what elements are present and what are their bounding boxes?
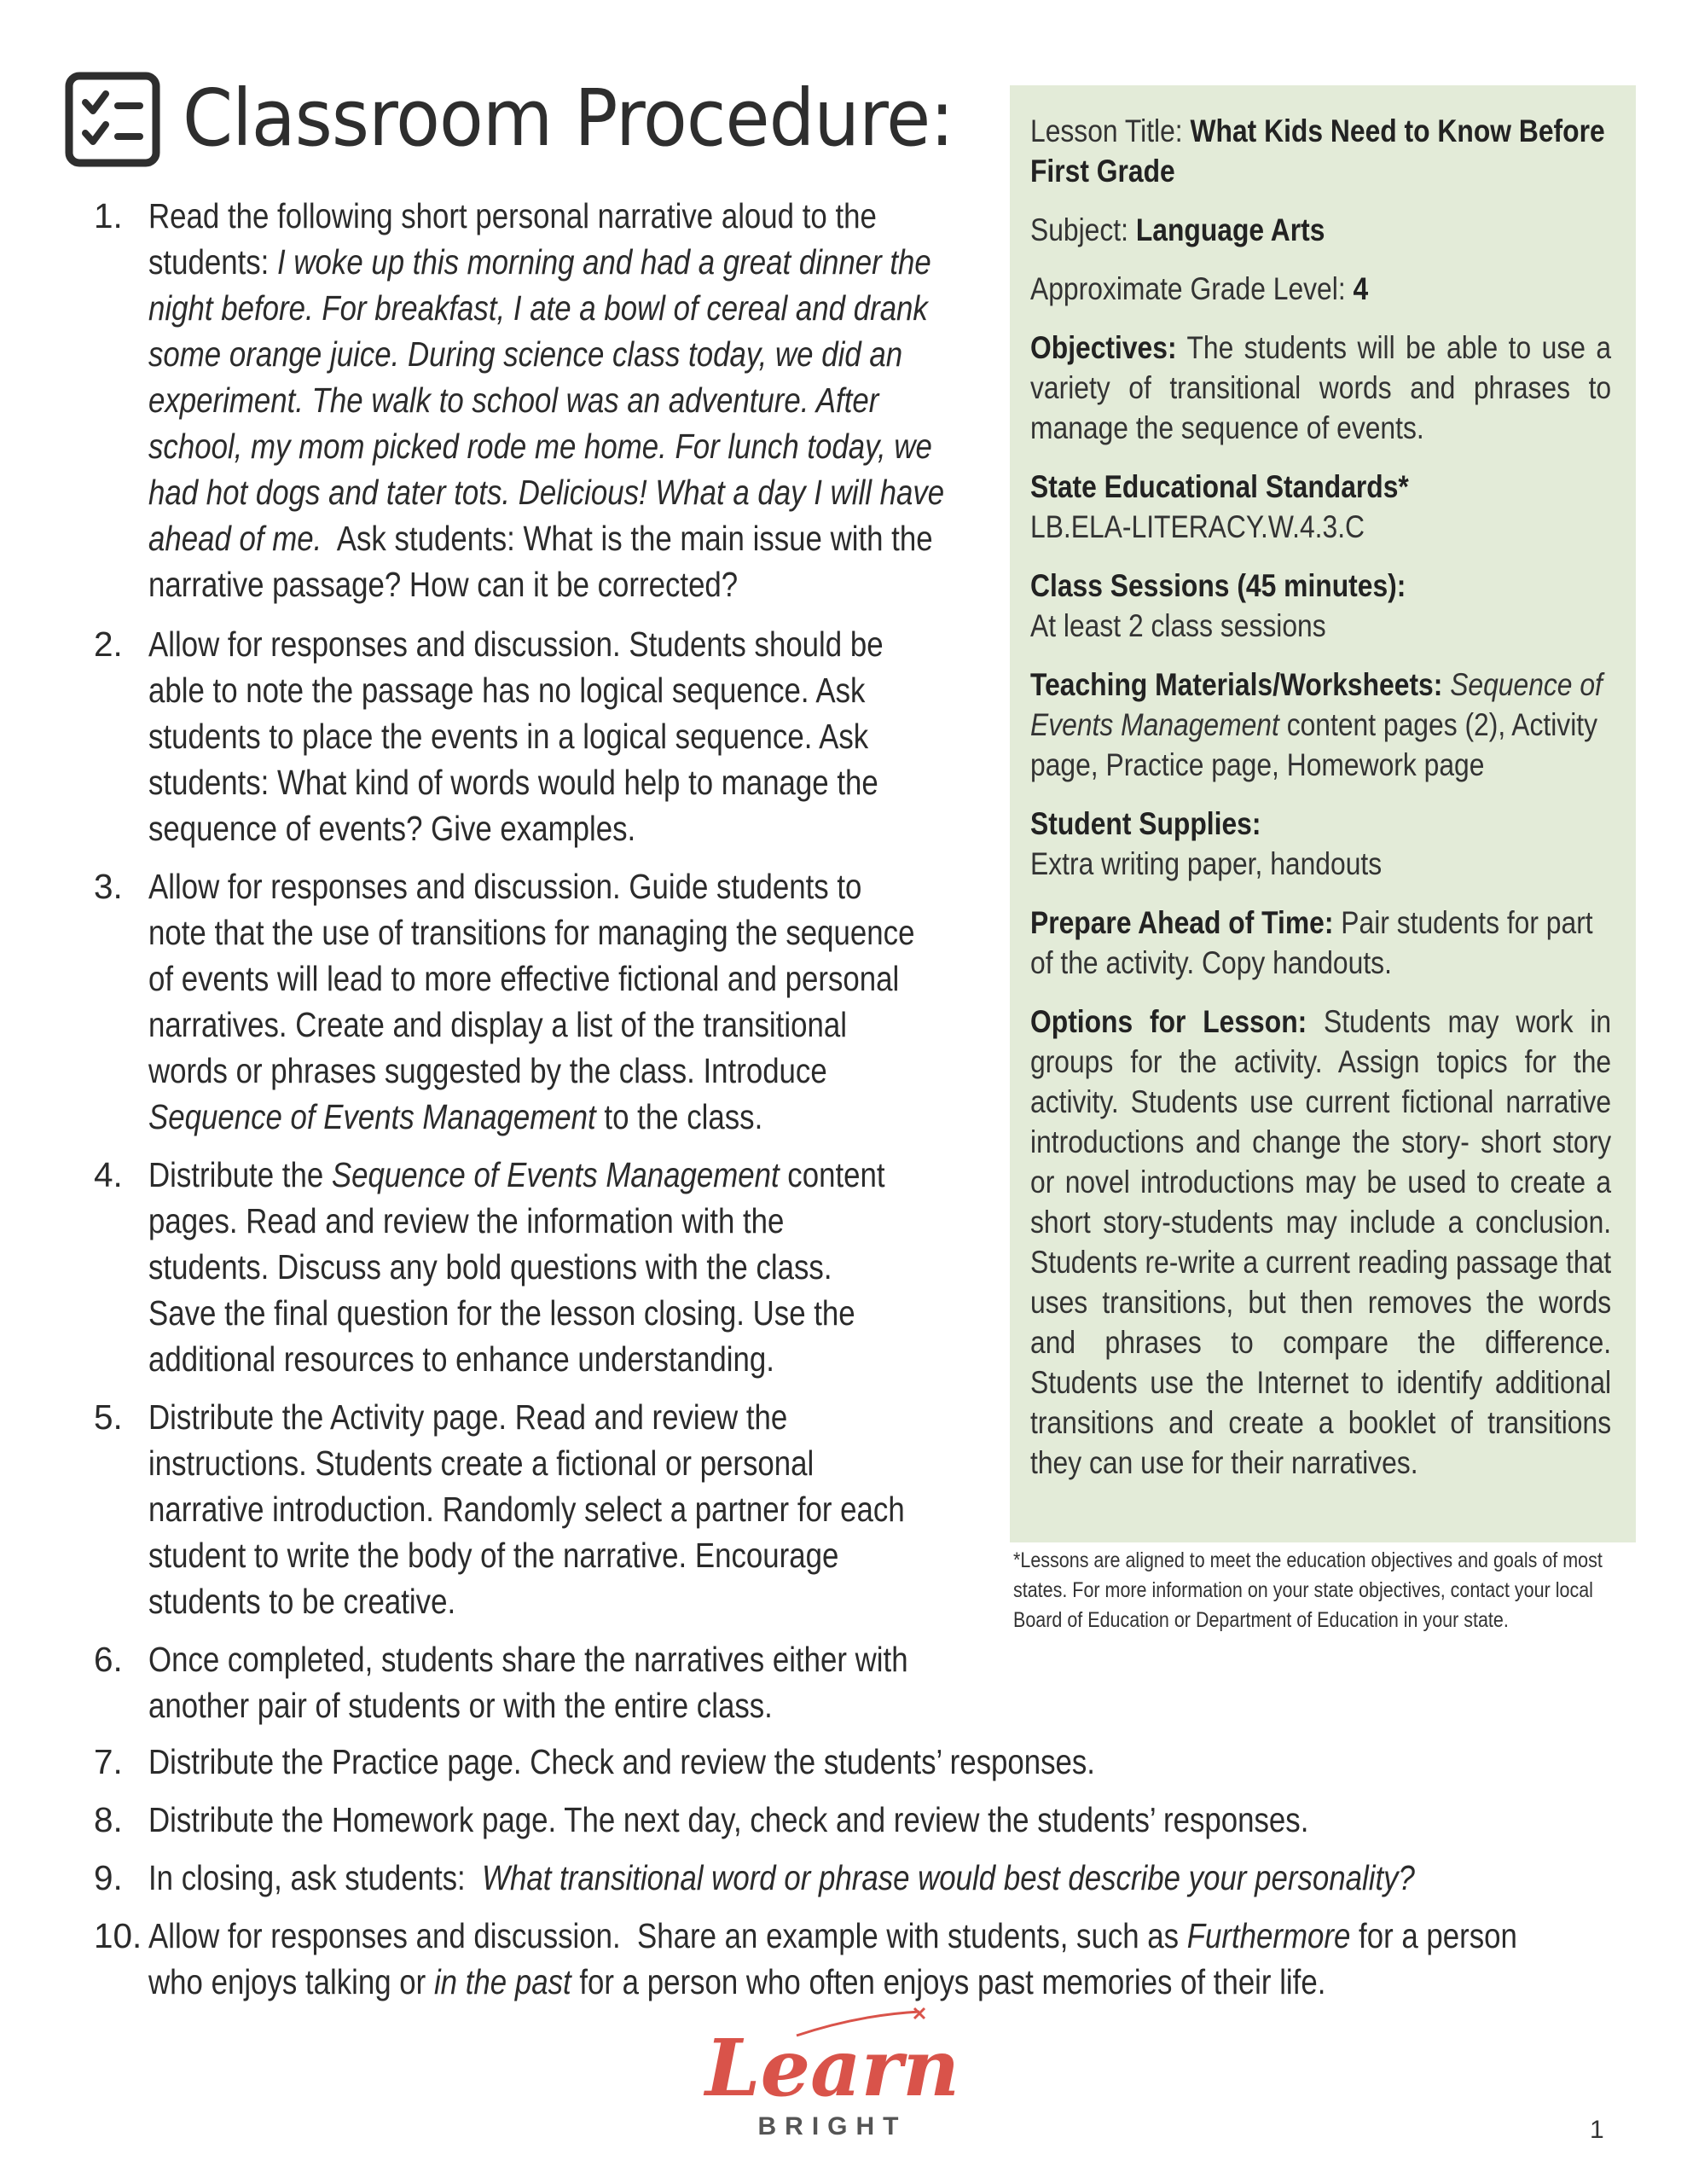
- step-text: Once completed, students share the narratives either with: [148, 1640, 908, 1679]
- step-italic-text: Furthermore: [1186, 1916, 1351, 1955]
- step-number: 10.: [94, 1916, 142, 1955]
- step-text: for a person who often enjoys past memories of their life.: [571, 1962, 1326, 2001]
- step-number: 6.: [94, 1640, 123, 1679]
- step-text: Allow for responses and discussion. Share an example with students, such as: [148, 1916, 1187, 1955]
- step-text: Allow for responses and discussion. Students should be: [148, 624, 884, 664]
- options-label: Options for Lesson:: [1030, 1004, 1307, 1039]
- step-text: to the class.: [595, 1097, 763, 1136]
- step-number: 4.: [94, 1155, 123, 1194]
- grade-label: Approximate Grade Level:: [1030, 271, 1354, 306]
- step-text: student to write the body of the narrative. Encourage: [148, 1536, 839, 1575]
- step-text: who enjoys talking or: [148, 1962, 434, 2001]
- step-text: Distribute the Activity page. Read and review the: [148, 1397, 788, 1437]
- step-text: for a person: [1350, 1916, 1517, 1955]
- lesson-title-label: Lesson Title:: [1030, 113, 1191, 148]
- step-text: Allow for responses and discussion. Guide students to: [148, 867, 862, 906]
- step-number: 1.: [94, 196, 123, 235]
- step-text: students: What kind of words would help to manage the: [148, 763, 878, 802]
- lesson-title: What Kids Need to Know Before First Grade: [1030, 113, 1605, 189]
- standards-row: [1030, 467, 1611, 547]
- step-number: 7.: [94, 1742, 123, 1781]
- materials-text: content pages (2), Activity page, Practice page, Homework page: [1030, 707, 1598, 782]
- objectives-label: Objectives:: [1030, 330, 1177, 365]
- step-text: additional resources to enhance understanding.: [148, 1339, 774, 1379]
- logo-sub: BRIGHT: [757, 2112, 907, 2140]
- step-italic-text: Sequence of Events Management: [331, 1155, 780, 1194]
- step-text: Save the final question for the lesson closing. Use the: [148, 1293, 855, 1333]
- options-text: Students may work in groups for the activity. Assign topics for the activity. Students use current fictional narrative introductions and change the story- short story or novel introductions may be used to create a short story-students may include a conclusion. Students re-write a current reading passage that uses transitions, but then removes the words and phrases to compare the difference. Students use the Internet to identify additional transitions and create a booklet of transitions they can use for their narratives.: [1030, 1004, 1612, 1480]
- step-number: 3.: [94, 867, 123, 906]
- materials-italic-text: Sequence of Events Management: [1030, 667, 1603, 742]
- step-italic-text: school, my mom picked rode me home. For lunch today, we: [148, 427, 932, 466]
- subject-value: Language Arts: [1135, 212, 1325, 247]
- lesson-title-row: [1030, 111, 1611, 191]
- standards-value: LB.ELA-LITERACY.W.4.3.C: [1030, 509, 1365, 544]
- materials-label: Teaching Materials/Worksheets:: [1030, 667, 1443, 702]
- page-number: 1: [1590, 2116, 1604, 2144]
- step-text: narrative passage? How can it be corrected?: [148, 565, 739, 604]
- grade-row: [1030, 269, 1611, 309]
- step-text: able to note the passage has no logical sequence. Ask: [148, 671, 866, 710]
- lesson-info-panel: [1010, 85, 1636, 1542]
- step-number: 2.: [94, 624, 123, 664]
- step-italic-text: in the past: [433, 1962, 571, 2001]
- step-text: Distribute the Homework page. The next day, check and review the students’ responses.: [148, 1800, 1309, 1839]
- materials-row: [1030, 665, 1611, 785]
- step-text: Distribute the: [148, 1155, 332, 1194]
- supplies-row: [1030, 804, 1611, 884]
- prepare-text: Pair students for part of the activity. Copy handouts.: [1030, 905, 1593, 980]
- logo-star-icon: [914, 2008, 925, 2018]
- step-text: students:: [148, 242, 278, 282]
- step-text: In closing, ask students:: [148, 1858, 483, 1897]
- step-italic-text: some orange juice. During science class today, we did an: [148, 334, 903, 374]
- step-text: instructions. Students create a fictional or personal: [148, 1443, 815, 1483]
- step-text: students to place the events in a logical sequence. Ask: [148, 717, 869, 756]
- step-text: Ask students: What is the main issue with the: [322, 519, 933, 558]
- step-number: 9.: [94, 1858, 123, 1897]
- standards-label: State Educational Standards*: [1030, 469, 1409, 504]
- step-text: students. Discuss any bold questions with the class.: [148, 1247, 832, 1287]
- standards-footnote: [1013, 1546, 1644, 1635]
- page-title: Classroom Procedure:: [183, 73, 954, 164]
- step-text: Distribute the Practice page. Check and review the students’ responses.: [148, 1742, 1095, 1781]
- step-text: note that the use of transitions for managing the sequence: [148, 913, 915, 952]
- step-text: content: [779, 1155, 885, 1194]
- step-text: narratives. Create and display a list of the transitional: [148, 1005, 847, 1044]
- footnote-text: *Lessons are aligned to meet the education objectives and goals of most states. For more information on your state objectives, contact your local Board of Education or Department of Education in your state.: [1013, 1548, 1603, 1632]
- prepare-label: Prepare Ahead of Time:: [1030, 905, 1334, 940]
- prepare-row: [1030, 903, 1611, 983]
- step-italic-text: I woke up this morning and had a great dinner the: [277, 242, 931, 282]
- step-italic-text: Sequence of Events Management: [148, 1097, 596, 1136]
- sessions-value: At least 2 class sessions: [1030, 608, 1326, 643]
- checklist-icon: [65, 72, 160, 167]
- sessions-row: [1030, 566, 1611, 646]
- objectives-row: [1030, 328, 1611, 448]
- step-text: words or phrases suggested by the class. Introduce: [148, 1051, 827, 1090]
- supplies-label: Student Supplies:: [1030, 806, 1261, 841]
- step-text: narrative introduction. Randomly select a partner for each: [148, 1490, 905, 1529]
- step-italic-text: had hot dogs and tater tots. Delicious! What a day I will have: [148, 473, 945, 512]
- step-number: 5.: [94, 1397, 123, 1437]
- objectives-text: The students will be able to use a variety of transitional words and phrases to manage the sequence of events.: [1030, 330, 1612, 445]
- step-text: another pair of students or with the entire class.: [148, 1686, 773, 1725]
- step-italic-text: What transitional word or phrase would best describe your personality?: [482, 1858, 1415, 1897]
- step-text: sequence of events? Give examples.: [148, 809, 636, 848]
- sessions-label: Class Sessions (45 minutes):: [1030, 568, 1406, 603]
- step-text: Read the following short personal narrative aloud to the: [148, 196, 877, 235]
- logo-word: Learn: [704, 2022, 960, 2114]
- subject-row: [1030, 210, 1611, 250]
- step-text: students to be creative.: [148, 1582, 456, 1621]
- step-italic-text: ahead of me.: [148, 519, 322, 558]
- step-italic-text: night before. For breakfast, I ate a bowl of cereal and drank: [148, 288, 928, 328]
- step-italic-text: experiment. The walk to school was an adventure. After: [148, 380, 879, 420]
- learn-bright-logo: [696, 2007, 972, 2143]
- supplies-value: Extra writing paper, handouts: [1030, 846, 1383, 881]
- options-row: [1030, 1002, 1611, 1483]
- subject-label: Subject:: [1030, 212, 1136, 247]
- grade-value: 4: [1353, 271, 1369, 306]
- step-number: 8.: [94, 1800, 123, 1839]
- step-text: of events will lead to more effective fictional and personal: [148, 959, 900, 998]
- step-text: pages. Read and review the information with the: [148, 1201, 785, 1240]
